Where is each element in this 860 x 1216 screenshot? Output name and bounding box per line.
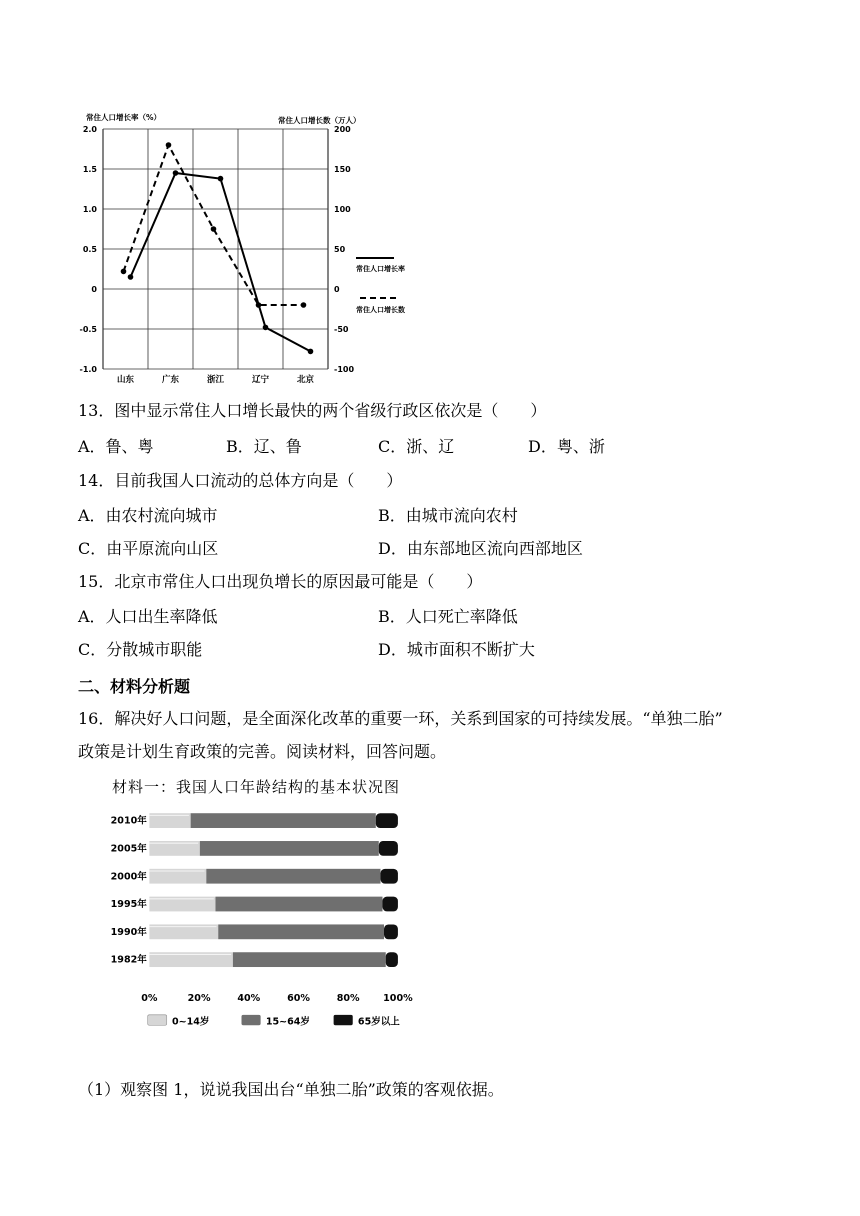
x-tick-label: 广东: [161, 375, 180, 385]
question-16-stem-line2: 政策是计划生育政策的完善。阅读材料，回答问题。: [78, 742, 447, 761]
bar-category-label: 2010年: [110, 815, 147, 827]
q15-option-b[interactable]: B．人口死亡率降低: [378, 607, 518, 626]
chart-axes: [80, 125, 355, 385]
data-point: [166, 142, 172, 148]
chart-category-labels: [111, 815, 148, 966]
x-tick-label: 40%: [237, 992, 261, 1004]
bar-segment: [381, 869, 398, 884]
bar-segment: [376, 813, 398, 828]
x-tick-label: 20%: [187, 992, 211, 1004]
q15-option-a[interactable]: A．人口出生率降低: [78, 607, 218, 626]
q13-option-a[interactable]: A．鲁、粤: [78, 437, 154, 456]
right-tick-label: 0: [334, 285, 340, 294]
q15-option-c[interactable]: C．分散城市职能: [78, 640, 203, 659]
chart-series: [121, 142, 314, 354]
bar-category-label: 1982年: [110, 954, 147, 966]
q14-option-b[interactable]: B．由城市流向农村: [378, 506, 518, 525]
q14-option-d[interactable]: D．由东部地区流向西部地区: [378, 539, 583, 558]
q15-option-d[interactable]: D．城市面积不断扩大: [378, 640, 535, 659]
right-tick-label: -50: [334, 325, 349, 334]
right-tick-label: 200: [334, 125, 351, 134]
left-tick-label: 1.5: [82, 165, 97, 174]
bar-segment: [216, 897, 383, 912]
chart-grid: [103, 129, 328, 369]
left-tick-label: 0.5: [82, 245, 97, 254]
data-point: [121, 269, 127, 275]
data-point: [301, 302, 307, 308]
left-tick-label: -1.0: [79, 365, 97, 374]
right-axis-label: 常住人口增长数（万人）: [278, 116, 361, 125]
legend-label-15-64: 15~64岁: [265, 1016, 310, 1028]
left-tick-label: 1.0: [82, 205, 97, 214]
x-tick-label: 0%: [141, 992, 158, 1004]
question-16-stem-line1: 16．解决好人口问题，是全面深化改革的重要一环，关系到国家的可持续发展。“单独二胎”: [78, 709, 723, 728]
bar-segment: [383, 897, 398, 912]
q13-option-b[interactable]: B．辽、鲁: [226, 437, 302, 456]
question-16-sub1: （1）观察图 1，说说我国出台“单独二胎”政策的客观依据。: [78, 1080, 504, 1099]
bar-segment: [191, 813, 376, 828]
question-15-stem: 15．北京市常住人口出现负增长的原因最可能是（ ）: [78, 572, 483, 591]
data-point: [173, 170, 179, 176]
x-tick-label: 60%: [287, 992, 310, 1004]
x-tick-label: 浙江: [206, 375, 225, 385]
bar-category-label: 2000年: [110, 871, 147, 883]
chart-legend: [356, 258, 405, 314]
x-tick-label: 山东: [116, 375, 135, 385]
q14-option-a[interactable]: A．由农村流向城市: [78, 506, 218, 525]
bar-segment: [206, 869, 380, 884]
x-tick-label: 80%: [336, 992, 360, 1004]
question-13-stem: 13．图中显示常住人口增长最快的两个省级行政区依次是（ ）: [78, 401, 547, 420]
left-tick-label: 2.0: [82, 125, 97, 134]
legend-label-65-plus: 65岁以上: [357, 1016, 400, 1028]
chart-x-ticks: [141, 993, 413, 1004]
q13-option-c[interactable]: C．浙、辽: [378, 437, 455, 456]
age-structure-chart: [108, 808, 448, 1060]
bar-segment: [218, 924, 384, 939]
legend-label-rate: 常住人口增长率: [356, 265, 405, 273]
legend-label-count: 常住人口增长数: [356, 306, 405, 314]
right-tick-label: -100: [334, 365, 355, 374]
chart2-caption: 材料一：我国人口年龄结构的基本状况图: [112, 778, 401, 796]
legend-label-0-14: 0~14岁: [171, 1016, 210, 1028]
x-tick-label: 北京: [296, 375, 315, 385]
bar-segment: [386, 952, 398, 967]
bar-segment: [379, 841, 398, 856]
question-14-stem: 14．目前我国人口流动的总体方向是（ ）: [78, 471, 403, 490]
bar-segment: [384, 924, 398, 939]
data-point: [256, 302, 262, 308]
right-tick-label: 150: [334, 165, 351, 174]
chart-bars: [149, 813, 398, 967]
data-point: [128, 274, 134, 280]
population-growth-chart: [78, 108, 458, 388]
q14-option-c[interactable]: C．由平原流向山区: [78, 539, 219, 558]
left-axis-label: 常住人口增长率（%）: [86, 113, 162, 122]
data-point: [308, 349, 314, 355]
bar-segment: [200, 841, 379, 856]
chart-legend: [148, 1015, 401, 1028]
right-tick-label: 50: [334, 245, 346, 254]
right-tick-label: 100: [334, 205, 351, 214]
data-point: [218, 176, 224, 182]
bar-category-label: 1995年: [110, 899, 147, 911]
q13-option-d[interactable]: D．粤、浙: [528, 437, 605, 456]
section-heading: 二、材料分析题: [78, 677, 191, 696]
series-line-growth-rate: [131, 173, 311, 351]
bar-category-label: 1990年: [110, 926, 147, 938]
left-tick-label: -0.5: [79, 325, 97, 334]
x-tick-label: 100%: [383, 992, 413, 1004]
left-tick-label: 0: [91, 285, 97, 294]
bar-category-label: 2005年: [110, 843, 147, 855]
data-point: [211, 226, 217, 232]
x-tick-label: 辽宁: [251, 375, 270, 385]
bar-segment: [233, 952, 386, 967]
data-point: [263, 325, 269, 331]
